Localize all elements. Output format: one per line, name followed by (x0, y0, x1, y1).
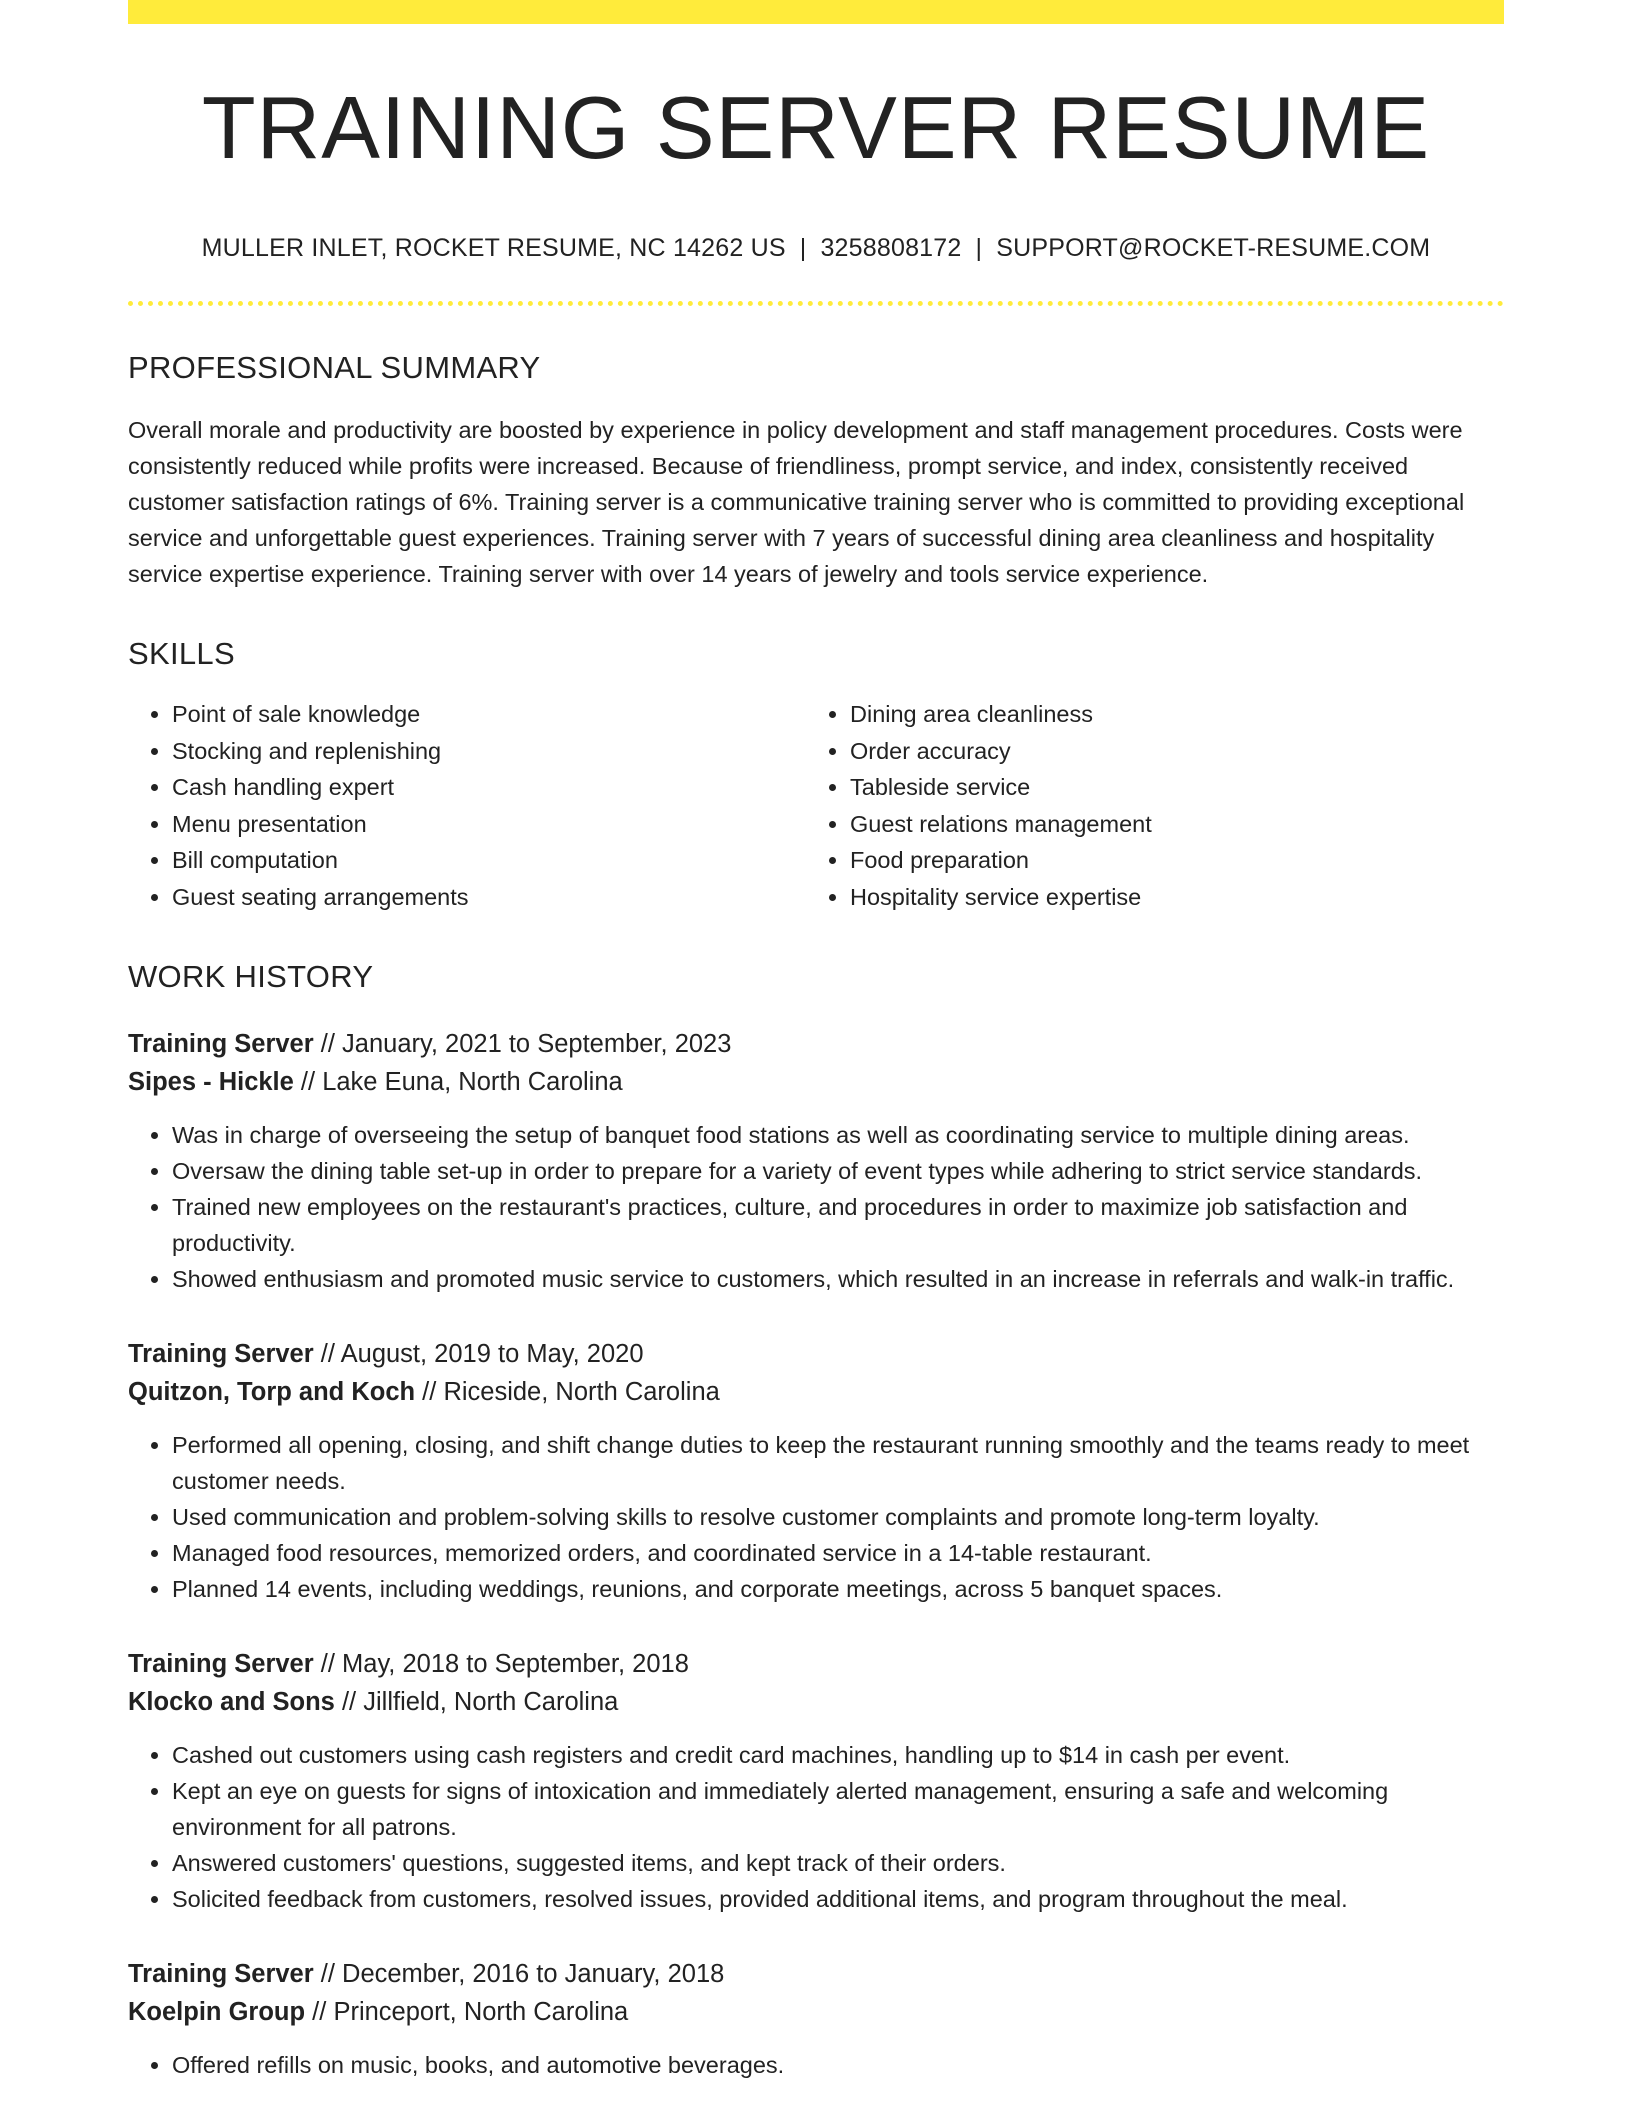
job-delimiter: // (341, 1688, 357, 1716)
job-location: Riceside, North Carolina (443, 1378, 720, 1406)
job-title: Training Server (128, 1340, 314, 1368)
job-company-line (128, 1373, 1504, 1411)
job-location: Jillfield, North Carolina (363, 1688, 619, 1716)
job-title: Training Server (128, 1960, 314, 1988)
job-bullet: • Solicited feedback from customers, resolved issues, provided additional items, and program throughout the meal. (172, 1881, 1504, 1917)
contact-separator: | (975, 234, 983, 262)
job-bullets (128, 2047, 1504, 2083)
work-history-heading: WORK HISTORY (128, 959, 374, 994)
job-title: Training Server (128, 1650, 314, 1678)
job-bullet: • Was in charge of overseeing the setup of banquet food stations as well as coordinating service to multiple dining areas. (172, 1117, 1504, 1153)
dotted-divider (128, 301, 1504, 306)
job-company: Sipes - Hickle (128, 1068, 294, 1096)
job-location: Princeport, North Carolina (333, 1998, 629, 2026)
job-bullet: • Trained new employees on the restaurant's practices, culture, and procedures in order to maximize job satisfaction and productivity. (172, 1189, 1504, 1261)
job-entry (128, 1955, 1504, 2083)
skills-column-left (128, 696, 806, 915)
job-company-line (128, 1993, 1504, 2031)
job-company-line (128, 1063, 1504, 1101)
skill-item: • Guest relations management (850, 806, 1484, 843)
job-title-line (128, 1645, 1504, 1683)
contact-phone[interactable]: 3258808172 (820, 234, 962, 262)
job-company: Klocko and Sons (128, 1688, 335, 1716)
job-bullet: • Oversaw the dining table set-up in order to prepare for a variety of event types while adhering to strict service standards. (172, 1153, 1504, 1189)
skills-column-right (806, 696, 1484, 915)
job-entry (128, 1645, 1504, 1917)
job-delimiter: // (312, 1998, 327, 2026)
job-bullet: • Used communication and problem-solving skills to resolve customer complaints and promote long-term loyalty. (172, 1499, 1504, 1535)
job-company: Quitzon, Torp and Koch (128, 1378, 416, 1406)
skill-item: • Menu presentation (172, 806, 806, 843)
skill-item: • Stocking and replenishing (172, 733, 806, 770)
job-bullet: • Planned 14 events, including weddings, reunions, and corporate meetings, across 5 banquet spaces. (172, 1571, 1504, 1607)
skill-item: • Order accuracy (850, 733, 1484, 770)
job-company-line (128, 1683, 1504, 1721)
job-title-line (128, 1955, 1504, 1993)
contact-email[interactable]: SUPPORT@ROCKET-RESUME.COM (996, 234, 1431, 262)
skill-item: • Guest seating arrangements (172, 879, 806, 916)
accent-bar (128, 0, 1504, 24)
job-company: Koelpin Group (128, 1998, 306, 2026)
job-bullets (128, 1117, 1504, 1297)
summary-text: Overall morale and productivity are boosted by experience in policy development and staff management procedures. Costs were consistently reduced while profits were increased. Because of friendliness, prompt service, and index, consistently received customer satisfaction ratings of 6%. Training server is a communicative training server who is committed to providing exceptional service and unforgettable guest experiences. Training server with 7 years of successful dining area cleanliness and hospitality service expertise experience. Training server with over 14 years of jewelry and tools service experience. (128, 417, 1465, 587)
job-bullets (128, 1427, 1504, 1607)
job-bullet: • Answered customers' questions, suggested items, and kept track of their orders. (172, 1845, 1504, 1881)
job-bullet: • Cashed out customers using cash registers and credit card machines, handling up to $14 in cash per event. (172, 1737, 1504, 1773)
skill-item: • Bill computation (172, 842, 806, 879)
job-delimiter: // (320, 1030, 335, 1058)
skill-item: • Point of sale knowledge (172, 696, 806, 733)
job-entry (128, 1025, 1504, 1297)
skill-item: • Tableside service (850, 769, 1484, 806)
job-bullet: • Offered refills on music, books, and automotive beverages. (172, 2047, 1504, 2083)
job-dates: May, 2018 to September, 2018 (342, 1650, 689, 1678)
resume-title: TRAINING SERVER RESUME (201, 78, 1431, 177)
job-dates: August, 2019 to May, 2020 (340, 1340, 644, 1368)
job-bullet: • Performed all opening, closing, and shift change duties to keep the restaurant running smoothly and the teams ready to meet customer needs. (172, 1427, 1504, 1499)
skill-item: • Food preparation (850, 842, 1484, 879)
job-location: Lake Euna, North Carolina (322, 1068, 623, 1096)
job-title: Training Server (128, 1030, 314, 1058)
job-title-line (128, 1335, 1504, 1373)
skill-item: • Dining area cleanliness (850, 696, 1484, 733)
contact-address: MULLER INLET, ROCKET RESUME, NC 14262 US (201, 234, 786, 262)
job-bullet: • Showed enthusiasm and promoted music service to customers, which resulted in an increase in referrals and walk-in traffic. (172, 1261, 1504, 1297)
job-bullet: • Managed food resources, memorized orders, and coordinated service in a 14-table restaurant. (172, 1535, 1504, 1571)
job-title-line (128, 1025, 1504, 1063)
contact-line (128, 234, 1504, 263)
skills-heading: SKILLS (128, 636, 235, 671)
job-delimiter: // (300, 1068, 316, 1096)
job-delimiter: // (422, 1378, 437, 1406)
summary-heading: PROFESSIONAL SUMMARY (128, 350, 541, 385)
job-dates: January, 2021 to September, 2023 (342, 1030, 732, 1058)
resume-page (128, 0, 1504, 2083)
job-delimiter: // (320, 1340, 335, 1368)
job-dates: December, 2016 to January, 2018 (342, 1960, 725, 1988)
job-bullets (128, 1737, 1504, 1917)
skill-item: • Cash handling expert (172, 769, 806, 806)
job-delimiter: // (320, 1650, 335, 1678)
job-entry (128, 1335, 1504, 1607)
job-bullet: • Kept an eye on guests for signs of intoxication and immediately alerted management, ensuring a safe and welcoming environment for all patrons. (172, 1773, 1504, 1845)
skill-item: • Hospitality service expertise (850, 879, 1484, 916)
contact-separator: | (799, 234, 807, 262)
job-delimiter: // (320, 1960, 335, 1988)
skills-list (128, 696, 1504, 915)
